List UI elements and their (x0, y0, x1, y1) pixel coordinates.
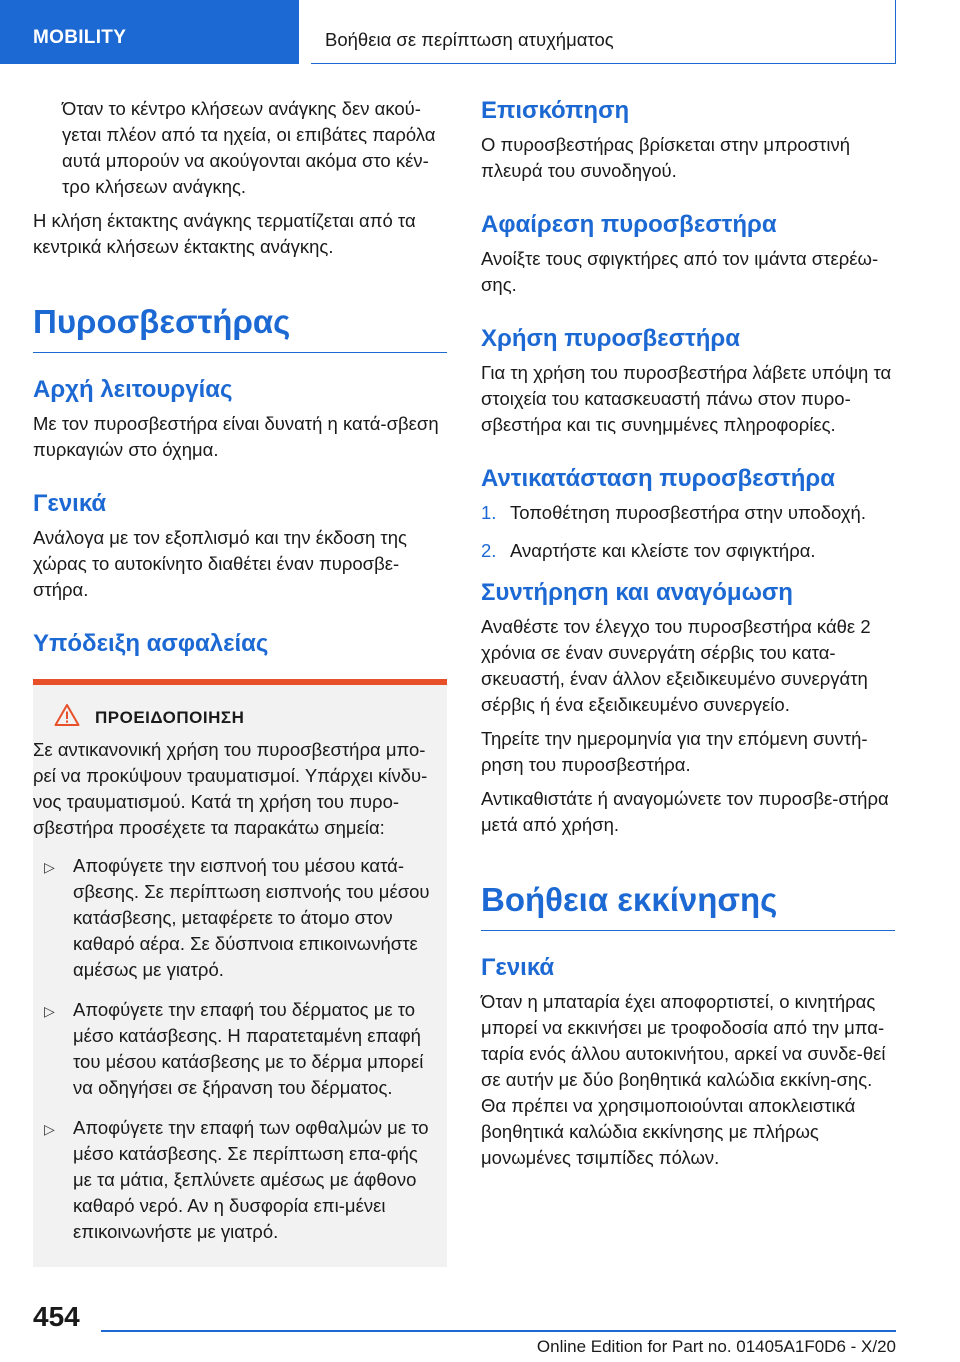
chapter-header (311, 0, 896, 64)
left-column (33, 96, 447, 1267)
warning-text: Σε αντικανονική χρήση του πυροσβεστήρα μπο-ρεί να προκύψουν τραυματισμοί. Υπάρχει κίνδυ-νος τραυματισμού. Κατά τη χρήση του πυρο-σβεστήρα προσέχετε τα παρακάτω σημεία: (33, 739, 428, 838)
heading-use-extinguisher: Χρήση πυροσβεστήρα (481, 325, 740, 352)
right-column (481, 96, 895, 1171)
maintenance-text-1: Αναθέστε τον έλεγχο του πυροσβεστήρα κάθε 2 χρόνια σε έναν συνεργάτη σέρβις του κατα-σκευαστή, έναν άλλον εξειδικευμένο συνεργάτη σέρβις ή ένα εξειδικευμένο συνεργείο. (481, 616, 871, 715)
page-number: 454 (33, 1301, 80, 1332)
replace-steps-list (481, 500, 895, 564)
section-label: MOBILITY (33, 27, 127, 48)
bullet-text: Αποφύγετε την επαφή των οφθαλμών με το μέσο κατάσβεσης. Σε περίπτωση επα-φής με τα μάτια, ξεπλύνετε αμέσως με άφθονο καθαρό νερό. Αν η δυσφορία επι-μένει επικοινωνήστε με γιατρό. (73, 1117, 429, 1242)
jump-start-general-text: Όταν η μπαταρία έχει αποφορτιστεί, ο κινητήρας μπορεί να εκκινήσει με τροφοδοσία από την μπα-ταρία ενός άλλου αυτοκινήτου, αρκεί να συνδε-θεί σε αυτήν με δύο βοηθητικά καλώδια εκκίνη-σης. Θα πρέπει να χρησιμοποιούνται αποκλειστικά βοηθητικά καλώδια εκκίνησης με πλήρως μονωμένες τσιμπίδες πόλων. (481, 991, 886, 1168)
warning-bullet (33, 1115, 447, 1245)
warning-box (33, 679, 447, 1267)
section-tab (0, 0, 299, 64)
warning-bullet-list (33, 853, 447, 1245)
heading-fire-extinguisher: Πυροσβεστήρας (33, 302, 447, 353)
warning-bullet (33, 853, 447, 983)
heading-remove-extinguisher: Αφαίρεση πυροσβεστήρα (481, 211, 777, 238)
bullet-triangle-icon: ▷ (44, 1121, 55, 1137)
operating-principle-text: Με τον πυροσβεστήρα είναι δυνατή η κατά-σβεση πυρκαγιών στο όχημα. (33, 413, 439, 460)
maintenance-text-2: Τηρείτε την ημερομηνία για την επόμενη συντή-ρηση του πυροσβεστήρα. (481, 728, 868, 775)
footer-edition-text: Online Edition for Part no. 01405A1F0D6 - X/20 (536, 1337, 896, 1356)
heading-overview: Επισκόπηση (481, 97, 630, 124)
general-text: Ανάλογα με τον εξοπλισμό και την έκδοση της χώρας το αυτοκίνητο διαθέτει έναν πυροσβε-στήρα. (33, 527, 407, 600)
heading-jump-start: Βοήθεια εκκίνησης (481, 880, 895, 931)
step-number: 2. (481, 540, 497, 561)
heading-general: Γενικά (33, 490, 107, 517)
step-item (481, 500, 895, 526)
footer-divider (101, 1330, 896, 1332)
step-number: 1. (481, 502, 497, 523)
step-text: Αναρτήστε και κλείστε τον σφιγκτήρα. (510, 540, 816, 561)
intro-indented-paragraph: Όταν το κέντρο κλήσεων ανάγκης δεν ακού-γεται πλέον από τα ηχεία, οι επιβάτες παρόλα αυτά μπορούν να ακούγονται ακόμα στο κέν-τρο κλήσεων ανάγκης. (62, 98, 436, 197)
use-text: Για τη χρήση του πυροσβεστήρα λάβετε υπόψη τα στοιχεία του κατασκευαστή πάνω στον πυρο-σβεστήρα και τις συνημμένες πληροφορίες. (481, 362, 892, 435)
maintenance-text-3: Αντικαθιστάτε ή αναγομώνετε τον πυροσβε-στήρα μετά από χρήση. (481, 788, 889, 835)
overview-text: Ο πυροσβεστήρας βρίσκεται στην μπροστινή πλευρά του συνοδηγού. (481, 134, 851, 181)
bullet-triangle-icon: ▷ (44, 859, 55, 875)
warning-header (33, 705, 447, 733)
heading-safety-note: Υπόδειξη ασφαλείας (33, 630, 269, 657)
warning-bullet (33, 997, 447, 1101)
step-text: Τοποθέτηση πυροσβεστήρα στην υποδοχή. (510, 502, 866, 523)
heading-replace-extinguisher: Αντικατάσταση πυροσβεστήρα (481, 465, 835, 492)
bullet-text: Αποφύγετε την επαφή του δέρματος με το μέσο κατάσβεσης. Η παρατεταμένη επαφή του μέσου κατάσβεσης με το δέρμα μπορεί να οδηγήσει σε ξήρανση του δέρματος. (73, 999, 424, 1098)
warning-triangle-icon (54, 703, 80, 727)
heading-operating-principle: Αρχή λειτουργίας (33, 376, 233, 403)
remove-text: Ανοίξτε τους σφιγκτήρες από τον ιμάντα στερέω-σης. (481, 248, 879, 295)
bullet-triangle-icon: ▷ (44, 1003, 55, 1019)
chapter-title: Βοήθεια σε περίπτωση ατυχήματος (325, 29, 614, 50)
heading-jump-start-general: Γενικά (481, 954, 555, 981)
intro-paragraph: Η κλήση έκτακτης ανάγκης τερματίζεται από τα κεντρικά κλήσεων έκτακτης ανάγκης. (33, 210, 416, 257)
warning-title: ΠΡΟΕΙΔΟΠΟΙΗΣΗ (95, 708, 245, 727)
bullet-text: Αποφύγετε την εισπνοή του μέσου κατά-σβεσης. Σε περίπτωση εισπνοής του μέσου κατάσβεσης, μεταφέρετε το άτομο στον καθαρό αέρα. Σε δύσπνοια επικοινωνήστε αμέσως με γιατρό. (73, 855, 430, 980)
step-item (481, 538, 895, 564)
heading-maintenance: Συντήρηση και αναγόμωση (481, 579, 793, 606)
